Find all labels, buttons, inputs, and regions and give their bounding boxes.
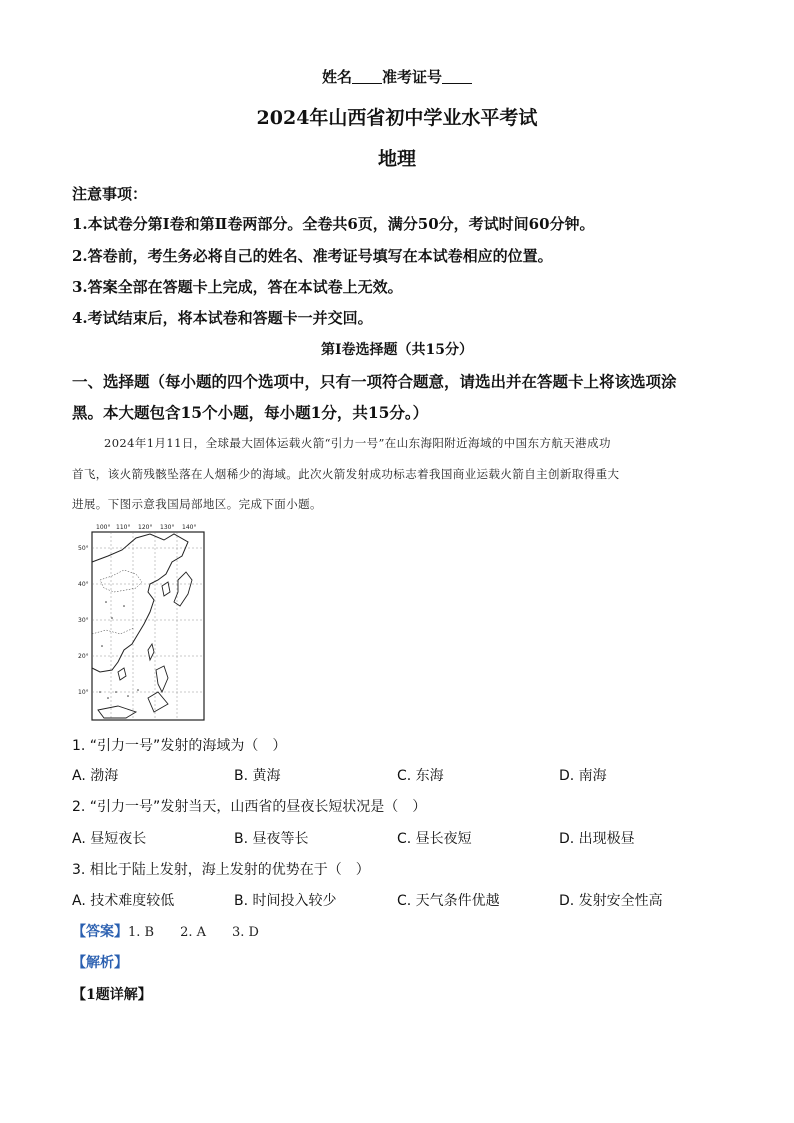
answer-label: 【答案】 [72,924,128,940]
lat-label-2: 40° [78,581,89,588]
map-frame [92,532,204,720]
question-2-stem: 2. “引力一号”发射当天，山西省的昼夜长短状况是（ ） [72,799,427,815]
exam-title: 2024年山西省初中学业水平考试 [256,107,538,129]
q1-option-b: B. 黄海 [234,768,281,784]
notice-item-3: 3.答案全部在答题卡上完成，答在本试卷上无效。 [72,278,403,296]
passage-line-3: 进展。下图示意我国局部地区。完成下面小题。 [72,497,322,511]
lon-label-3: 120° [138,524,153,531]
detail-label: 【1题详解】 [72,987,152,1003]
lat-label-5: 10° [78,689,89,696]
q1-option-c: C. 东海 [397,768,444,784]
passage-line-1: 2024年1月11日，全球最大固体运载火箭“引力一号”在山东海阳附近海域的中国东方航天港成功 [104,436,611,450]
q1-option-a: A. 渤海 [72,768,119,784]
section-instruction-1: 一、选择题（每小题的四个选项中，只有一项符合题意，请选出并在答题卡上将该选项涂 [72,372,677,391]
lat-label-3: 30° [78,617,89,624]
question-1-stem: 1. “引力一号”发射的海域为（ ） [72,738,287,754]
section-instruction-2: 黑。本大题包含15个小题，每小题1分，共15分。） [72,403,429,422]
notice-item-2: 2.答卷前，考生务必将自己的姓名、准考证号填写在本试卷相应的位置。 [72,247,553,265]
name-blank [352,69,382,84]
lon-label-1: 100° [96,524,111,531]
notice-heading: 注意事项： [72,185,148,203]
q1-option-d: D. 南海 [559,768,607,784]
candidate-info [0,66,794,87]
id-label: 准考证号 [382,68,443,86]
analysis-label: 【解析】 [72,955,128,971]
answer-values: 1. B 2. A 3. D [128,925,259,940]
notice-item-1: 1.本试卷分第Ⅰ卷和第Ⅱ卷两部分。全卷共6页，满分50分，考试时间60分钟。 [72,215,595,233]
q3-option-c: C. 天气条件优越 [397,893,500,909]
answer-row [72,921,259,941]
passage-line-2: 首飞，该火箭残骸坠落在人烟稀少的海域。此次火箭发射成功标志着我国商业运载火箭自主创新取得重大 [72,467,620,481]
q3-option-a: A. 技术难度较低 [72,893,175,909]
section-title: 第Ⅰ卷选择题（共15分） [320,342,474,358]
lon-label-2: 110° [116,524,131,531]
id-blank [442,69,472,84]
name-label: 姓名 [321,68,352,86]
q2-option-c: C. 昼长夜短 [397,831,472,847]
q2-option-d: D. 出现极昼 [559,831,635,847]
subject-title: 地理 [377,148,416,170]
china-region-map [78,522,208,722]
lat-label-1: 50° [78,545,89,552]
lat-label-4: 20° [78,653,89,660]
notice-item-4: 4.考试结束后，将本试卷和答题卡一并交回。 [72,309,373,327]
q3-option-d: D. 发射安全性高 [559,893,663,909]
question-3-stem: 3. 相比于陆上发射，海上发射的优势在于（ ） [72,862,370,878]
analysis-row [72,952,128,972]
q2-option-b: B. 昼夜等长 [234,831,309,847]
q3-option-b: B. 时间投入较少 [234,893,337,909]
lon-label-4: 130° [160,524,175,531]
lon-label-5: 140° [182,524,197,531]
q2-option-a: A. 昼短夜长 [72,831,147,847]
